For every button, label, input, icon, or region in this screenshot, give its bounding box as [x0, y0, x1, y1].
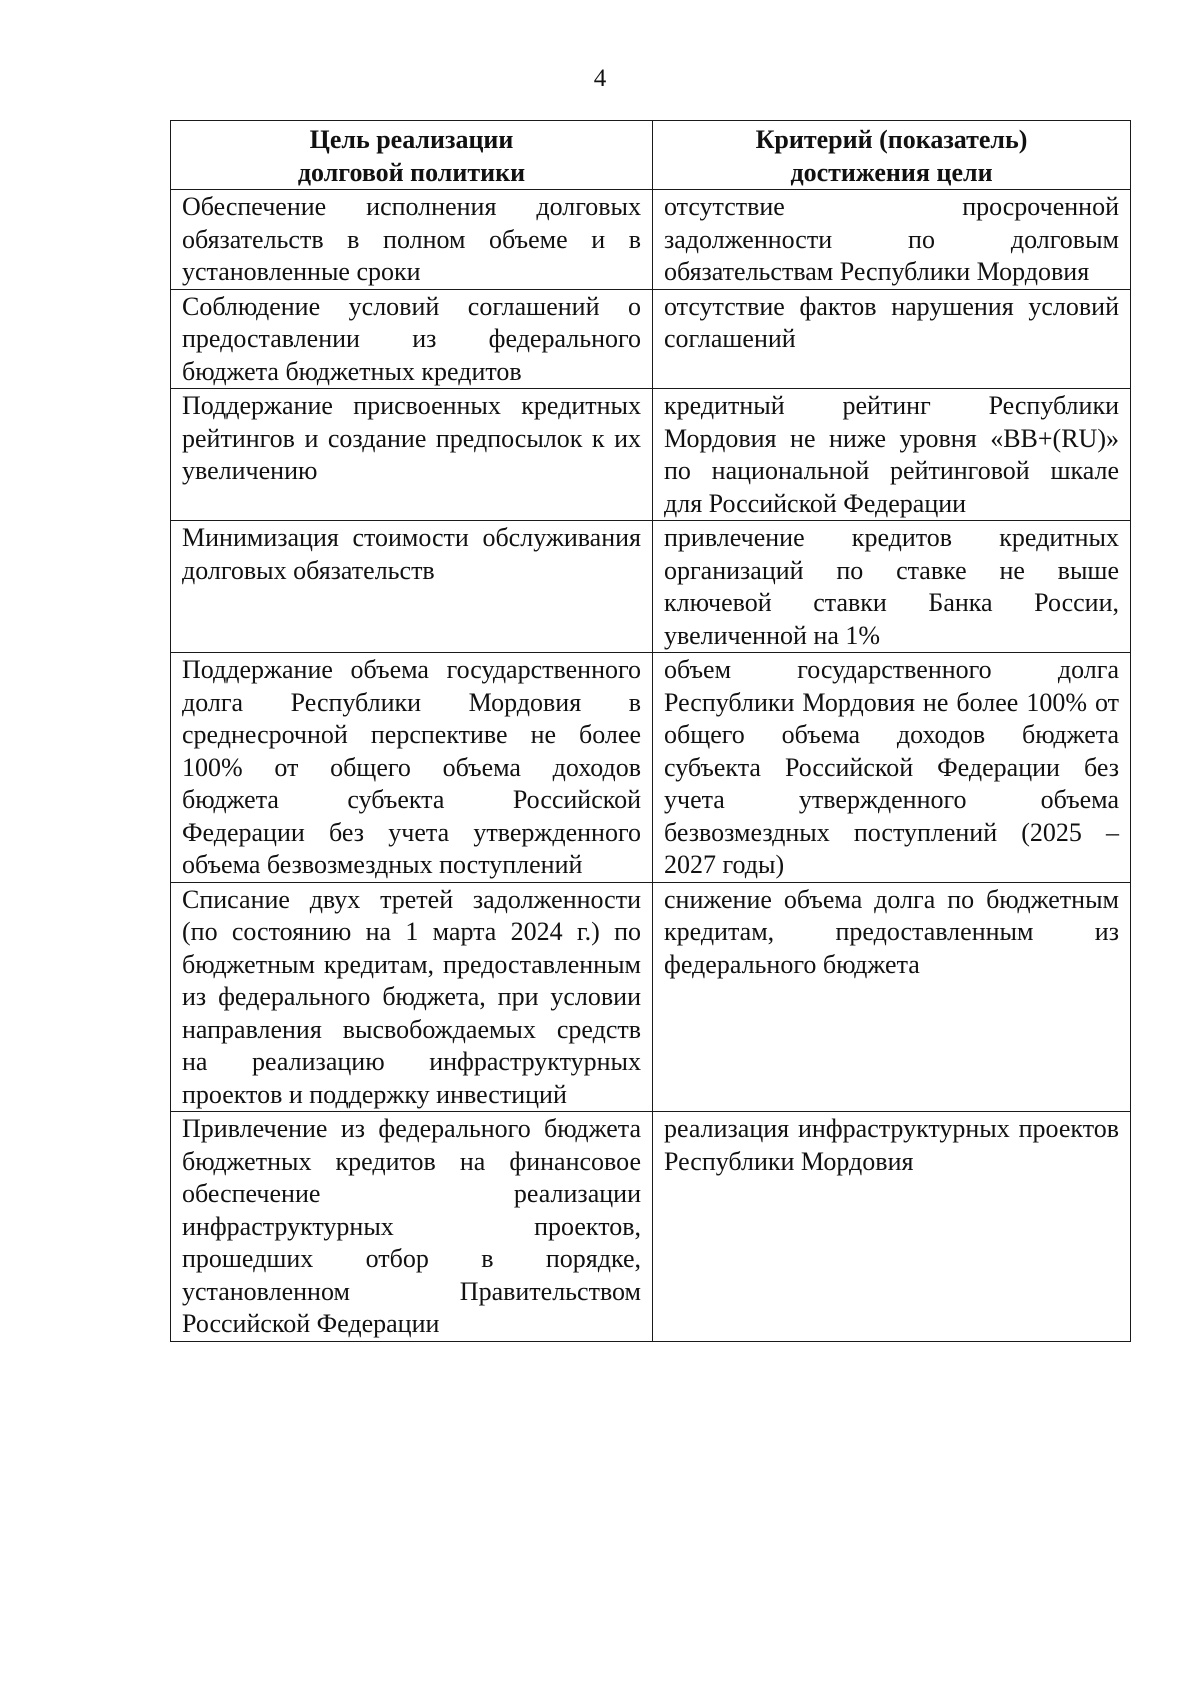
debt-policy-table — [170, 120, 1131, 1342]
table-row — [171, 289, 1131, 389]
header-goal — [171, 121, 653, 190]
goal-cell: Обеспечение исполнения долговых обязательств в полном объеме и в установленные сроки — [171, 190, 653, 290]
table-row — [171, 521, 1131, 653]
goal-cell: Поддержание присвоенных кредитных рейтингов и создание предпосылок к их увеличению — [171, 389, 653, 521]
goal-cell: Списание двух третей задолженности (по состоянию на 1 марта 2024 г.) по бюджетным кредитам, предоставленным из федерального бюджета, при условии направления высвобождаемых средств на реализацию инфраструктурных проектов и поддержку инвестиций — [171, 882, 653, 1112]
page-number: 4 — [593, 65, 607, 92]
goal-cell: Минимизация стоимости обслуживания долговых обязательств — [171, 521, 653, 653]
goal-cell: Поддержание объема государственного долга Республики Мордовия в среднесрочной перспективе не более 100% от общего объема доходов бюджета субъекта Российской Федерации без учета утвержденного объема безвозмездных поступлений — [171, 653, 653, 883]
header-goal-line1: Цель реализации — [309, 125, 514, 154]
header-criterion-line1: Критерий (показатель) — [755, 125, 1028, 154]
criterion-cell: снижение объема долга по бюджетным кредитам, предоставленным из федерального бюджета — [653, 882, 1131, 1112]
criterion-cell: объем государственного долга Республики Мордовия не более 100% от общего объема доходов бюджета субъекта Российской Федерации без учета утвержденного объема безвозмездных поступлений (2025 – 2027 годы) — [653, 653, 1131, 883]
criterion-cell: реализация инфраструктурных проектов Республики Мордовия — [653, 1112, 1131, 1342]
criterion-cell: отсутствие фактов нарушения условий соглашений — [653, 289, 1131, 389]
table-row — [171, 653, 1131, 883]
header-goal-line2: долговой политики — [297, 157, 526, 187]
header-criterion-line2: достижения цели — [790, 157, 993, 187]
goal-cell: Соблюдение условий соглашений о предоставлении из федерального бюджета бюджетных кредитов — [171, 289, 653, 389]
criterion-cell: отсутствие просроченной задолженности по долговым обязательствам Республики Мордовия — [653, 190, 1131, 290]
goal-cell: Привлечение из федерального бюджета бюджетных кредитов на финансовое обеспечение реализации инфраструктурных проектов, прошедших отбор в порядке, установленном Правительством Российской Федерации — [171, 1112, 653, 1342]
table-row — [171, 1112, 1131, 1342]
header-criterion — [653, 121, 1131, 190]
table-header-row — [171, 121, 1131, 190]
table-row — [171, 389, 1131, 521]
table-row — [171, 190, 1131, 290]
table-row — [171, 882, 1131, 1112]
criterion-cell: кредитный рейтинг Республики Мордовия не ниже уровня «BB+(RU)» по национальной рейтинговой шкале для Российской Федерации — [653, 389, 1131, 521]
criterion-cell: привлечение кредитов кредитных организаций по ставке не выше ключевой ставки Банка России, увеличенной на 1% — [653, 521, 1131, 653]
